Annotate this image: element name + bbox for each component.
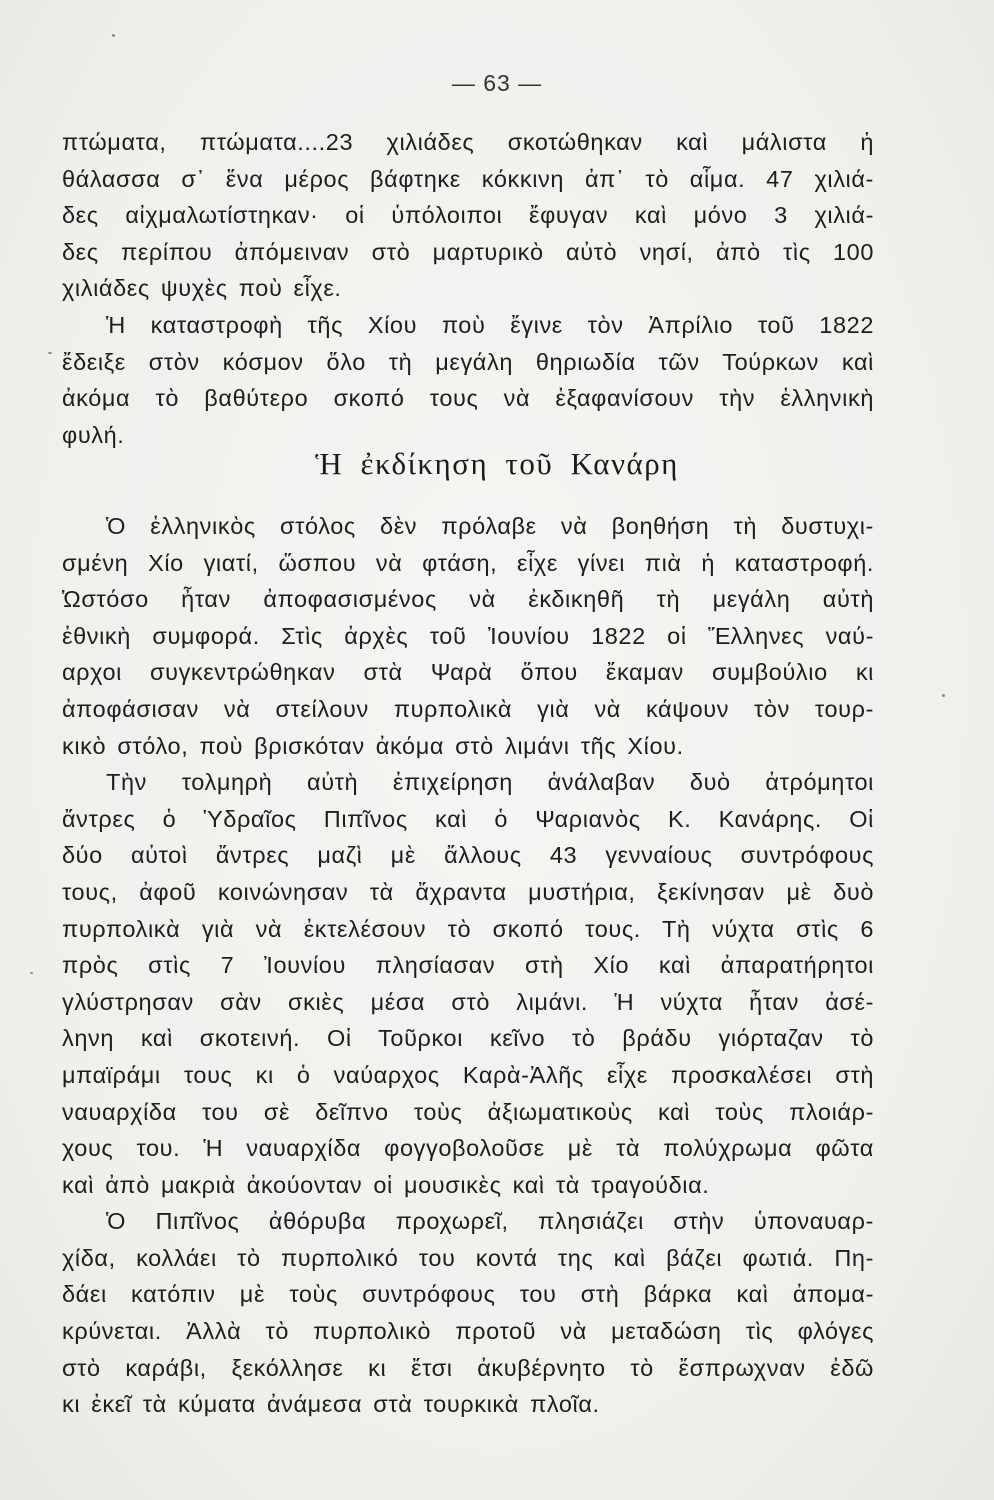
scan-speck [48, 352, 52, 354]
text-line: δάει κατόπιν μὲ τοὺς συντρόφους του στὴ βάρκα καὶ ἀπομα- [62, 1281, 874, 1308]
paragraph-block-intro [62, 124, 874, 453]
text-line: κι ἐκεῖ τὰ κύματα ἀνάμεσα στὰ τουρκικὰ πλοῖα. [62, 1391, 600, 1418]
text-line: ληνη καὶ σκοτεινή. Οἱ Τοῦρκοι κεῖνο τὸ βράδυ γιόρταζαν τὸ [62, 1025, 874, 1052]
text-line: χίδα, κολλάει τὸ πυρπολικό του κοντά της καὶ βάζει φωτιά. Πη- [62, 1244, 874, 1271]
text-line: ἔδειξε στὸν κόσμον ὅλο τὴ μεγάλη θηριωδία τῶν Τούρκων καὶ [62, 348, 874, 375]
text-line: πρὸς στὶς 7 Ἰουνίου πλησίασαν στὴ Χίο καὶ ἀπαρατήρητοι [62, 952, 874, 979]
text-line: δες αἰχμαλωτίστηκαν· οἱ ὑπόλοιποι ἔφυγαν καὶ μόνο 3 χιλιά- [62, 202, 874, 229]
text-line: Ἡ καταστροφὴ τῆς Χίου ποὺ ἔγινε τὸν Ἀπρίλιο τοῦ 1822 [106, 311, 874, 338]
text-line: ἀκόμα τὸ βαθύτερο σκοπό τους νὰ ἐξαφανίσουν τὴν ἑλληνικὴ [62, 385, 874, 412]
text-line: Ὡστόσο ἦταν ἀποφασισμένος νὰ ἐκδικηθῆ τὴ μεγάλη αὐτὴ [62, 586, 874, 613]
text-line: θάλασσα σ᾽ ἕνα μέρος βάφτηκε κόκκινη ἀπ᾽ τὸ αἷμα. 47 χιλιά- [62, 165, 874, 192]
section-heading: Ἡ ἐκδίκηση τοῦ Κανάρη [315, 446, 679, 481]
text-line: στὸ καράβι, ξεκόλλησε κι ἔτσι ἀκυβέρνητο τὸ ἔσπρωχναν ἐδῶ [62, 1354, 874, 1381]
scan-speck [112, 34, 115, 37]
text-line: πυρπολικὰ γιὰ νὰ ἐκτελέσουν τὸ σκοπό τους. Τὴ νύχτα στὶς 6 [62, 915, 874, 942]
text-line: ἄντρες ὁ Ὑδραῖος Πιπῖνος καὶ ὁ Ψαριανὸς Κ. Κανάρης. Οἱ [62, 805, 874, 832]
text-line: σμένη Χίο γιατί, ὥσπου νὰ φτάση, εἶχε γίνει πιὰ ἡ καταστροφή. [62, 549, 874, 576]
paragraph-block-main [62, 508, 874, 1423]
text-line: φυλή. [62, 421, 125, 448]
scan-speck [942, 694, 945, 697]
text-line: δες περίπου ἀπόμειναν στὸ μαρτυρικὸ αὐτὸ νησί, ἀπὸ τὶς 100 [62, 238, 874, 265]
text-line: ἀποφάσισαν νὰ στείλουν πυρπολικὰ γιὰ νὰ κάψουν τὸν τουρ- [62, 695, 874, 722]
text-line: Ὁ Πιπῖνος ἀθόρυβα προχωρεῖ, πλησιάζει στὴν ὑποναυαρ- [106, 1208, 874, 1235]
scan-speck [30, 972, 33, 974]
text-line: Τὴν τολμηρὴ αὐτὴ ἐπιχείρηση ἀνάλαβαν δυὸ ἀτρόμητοι [106, 769, 874, 796]
text-line: πτώματα, πτώματα....23 χιλιάδες σκοτώθηκαν καὶ μάλιστα ἡ [62, 129, 874, 155]
text-line: μπαϊράμι τους κι ὁ ναύαρχος Καρὰ-Ἀλῆς εἶχε προσκαλέσει στὴ [62, 1061, 874, 1088]
text-line: ναυαρχίδα του σὲ δεῖπνο τοὺς ἀξιωματικοὺς καὶ τοὺς πλοιάρ- [62, 1098, 874, 1125]
text-line: ἐθνικὴ συμφορά. Στὶς ἀρχὲς τοῦ Ἰουνίου 1822 οἱ Ἕλληνες ναύ- [62, 622, 874, 649]
text-line: κικὸ στόλο, ποὺ βρισκόταν ἀκόμα στὸ λιμάνι τῆς Χίου. [62, 732, 684, 759]
text-line: κρύνεται. Ἀλλὰ τὸ πυρπολικὸ προτοῦ νὰ μεταδώση τὶς φλόγες [62, 1318, 874, 1345]
text-line: τους, ἀφοῦ κοινώνησαν τὰ ἄχραντα μυστήρια, ξεκίνησαν μὲ δυὸ [62, 878, 874, 905]
text-line: αρχοι συγκεντρώθηκαν στὰ Ψαρὰ ὅπου ἔκαμαν συμβούλιο κι [62, 659, 874, 686]
text-line: δύο αὐτοὶ ἄντρες μαζὶ μὲ ἄλλους 43 γενναίους συντρόφους [62, 842, 874, 869]
page-number: — 63 — [451, 70, 543, 96]
text-line: χιλιάδες ψυχὲς ποὺ εἶχε. [62, 275, 342, 302]
text-line: χους του. Ἡ ναυαρχίδα φογγοβολοῦσε μὲ τὰ πολύχρωμα φῶτα [62, 1135, 874, 1162]
text-line: Ὁ ἑλληνικὸς στόλος δὲν πρόλαβε νὰ βοηθήση τὴ δυστυχι- [106, 513, 874, 539]
text-line: καὶ ἀπὸ μακριὰ ἀκούονταν οἱ μουσικὲς καὶ τὰ τραγούδια. [62, 1171, 710, 1198]
text-line: γλύστρησαν σὰν σκιὲς μέσα στὸ λιμάνι. Ἡ νύχτα ἦταν ἀσέ- [62, 988, 874, 1015]
